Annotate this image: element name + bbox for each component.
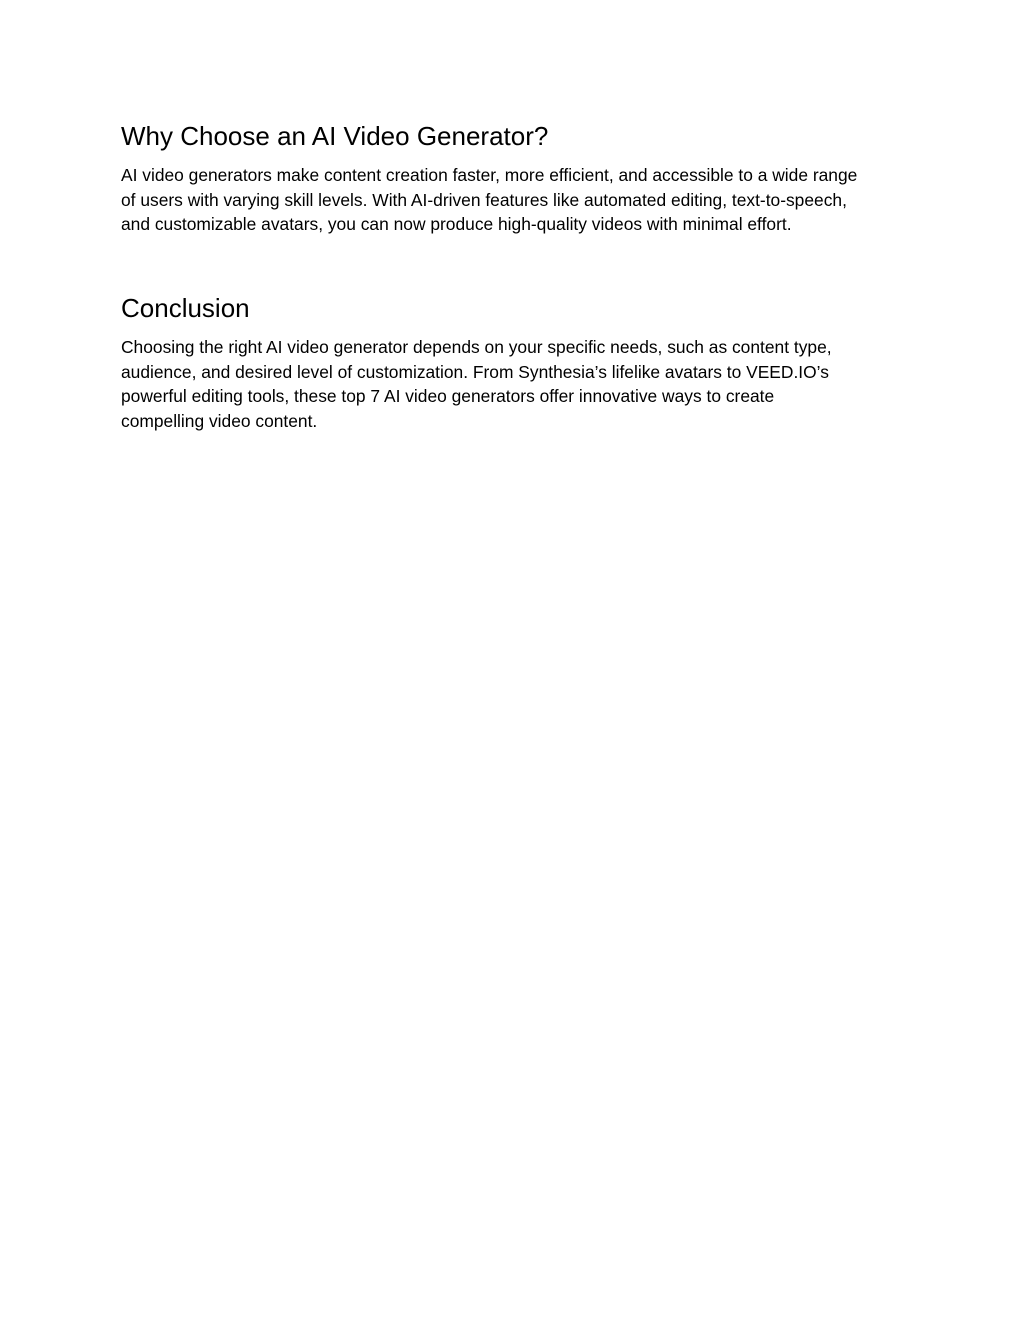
section-why-choose (121, 119, 911, 237)
section-conclusion (121, 291, 911, 433)
paragraph-line: AI video generators make content creation faster, more efficient, and accessible to a wide range (121, 165, 858, 185)
paragraph-line: and customizable avatars, you can now produce high-quality videos with minimal effort. (121, 214, 792, 234)
section-paragraph (121, 163, 911, 237)
paragraph-line: of users with varying skill levels. With AI-driven features like automated editing, text-to-speech, (121, 189, 847, 210)
section-paragraph (121, 335, 911, 433)
paragraph-line: audience, and desired level of customization. From Synthesia’s lifelike avatars to VEED.IO’s (121, 361, 829, 382)
section-heading: Why Choose an AI Video Generator? (121, 121, 549, 151)
paragraph-line: Choosing the right AI video generator depends on your specific needs, such as content type, (121, 337, 832, 357)
paragraph-line: compelling video content. (121, 410, 318, 431)
paragraph-line: powerful editing tools, these top 7 AI video generators offer innovative ways to create (121, 386, 775, 406)
section-heading: Conclusion (121, 293, 250, 323)
